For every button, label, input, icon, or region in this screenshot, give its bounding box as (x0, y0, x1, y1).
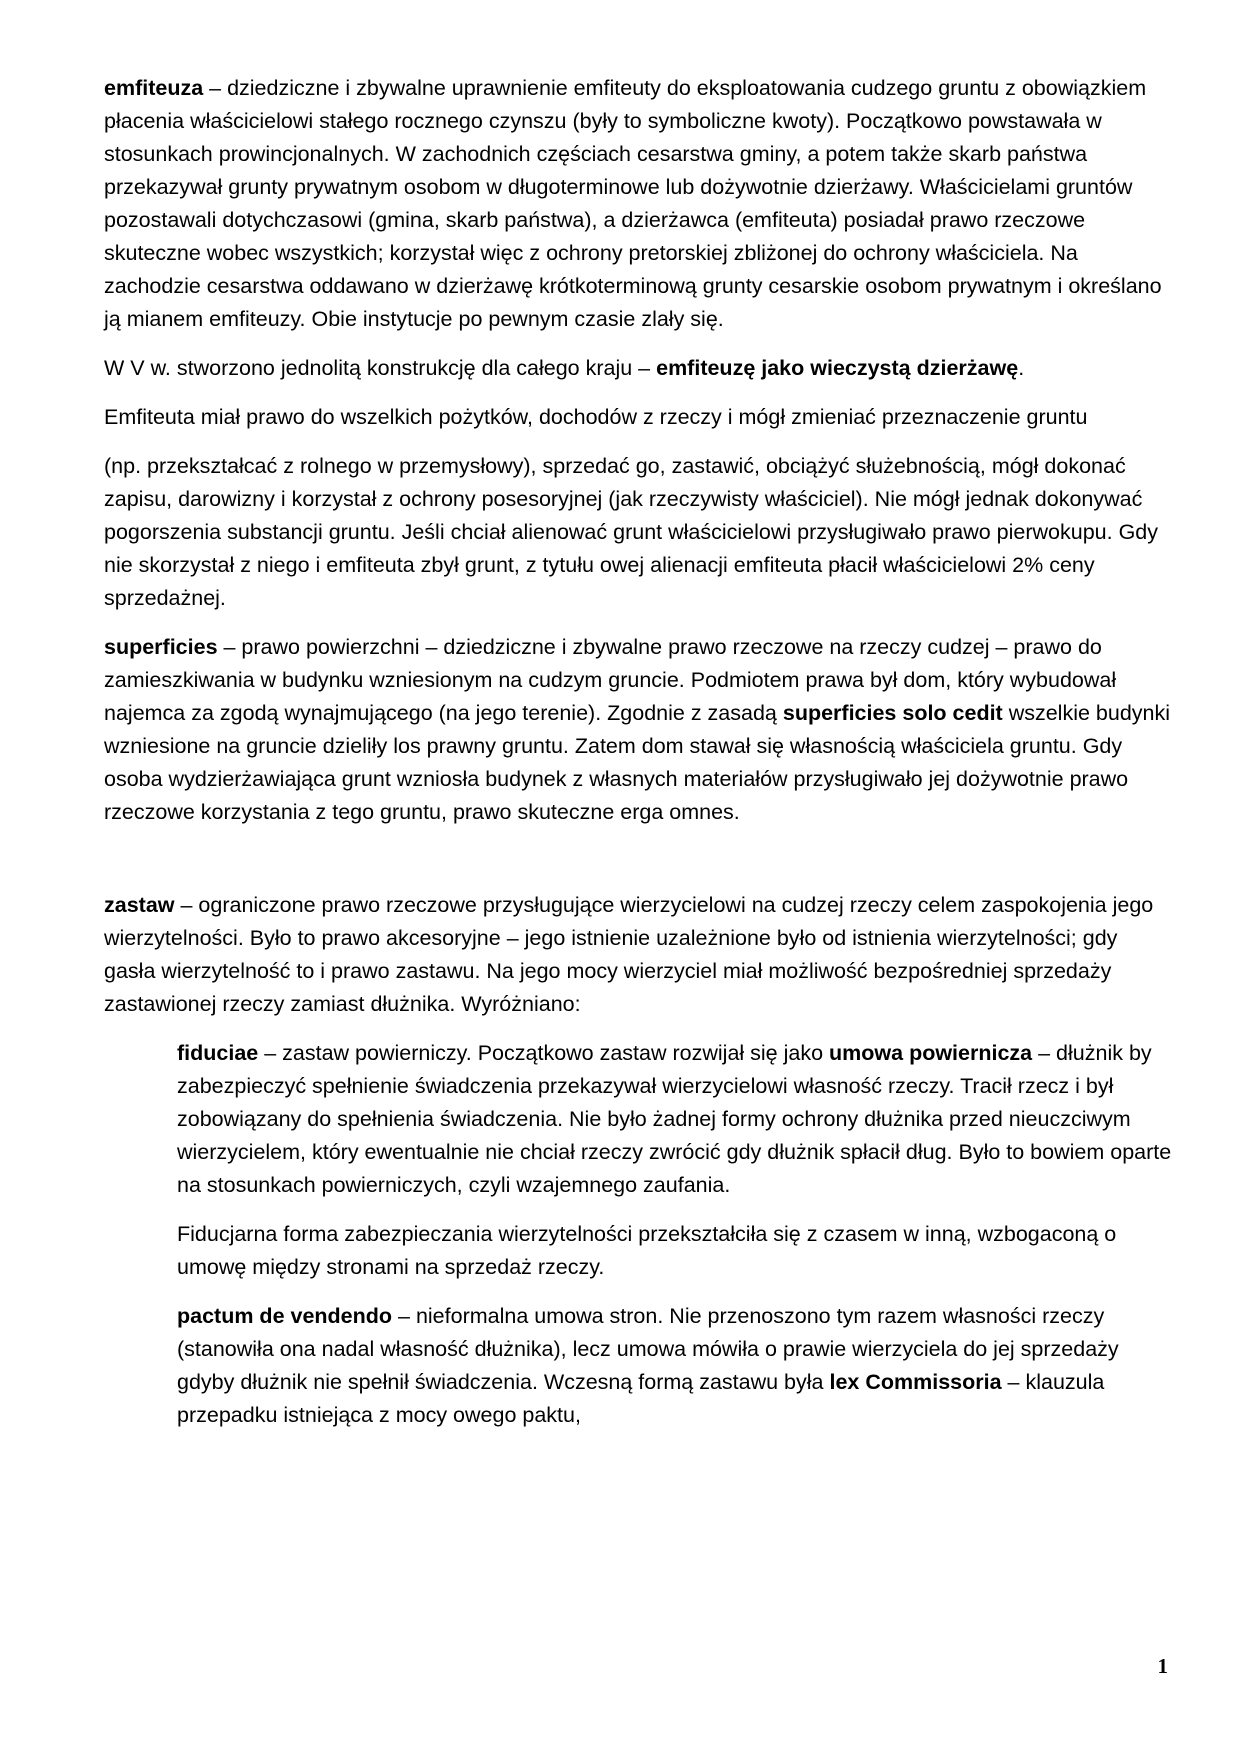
paragraph-text: – dłużnik by zabezpieczyć spełnienie świadczenia przekazywał wierzycielowi własność rzeczy. Tracił rzecz i był zobowiązany do spełnienia świadczenia. Nie było żadnej formy ochrony dłużnika przed nieuczciwym wierzycielem, który ewentualnie nie chciał rzeczy zwrócić gdy dłużnik spłacił dług. Było to bowiem oparte na stosunkach powierniczych, czyli wzajemnego zaufania. (177, 1041, 1172, 1197)
paragraph-emfiteuta-prawa (104, 401, 1174, 434)
paragraph-text: – dziedziczne i zbywalne uprawnienie emfiteuty do eksploatowania cudzego gruntu z obowiązkiem płacenia właścicielowi stałego rocznego czynszu (były to symboliczne kwoty). Początkowo powstawała w stosunkach prowincjonalnych. W zachodnich częściach cesarstwa gminy, a potem także skarb państwa przekazywał grunty prywatnym osobom w długoterminowe lub dożywotnie dzierżawy. Właścicielami gruntów pozostawali dotychczasowi (gmina, skarb państwa), a dzierżawca (emfiteuta) posiadał prawo rzeczowe skuteczne wobec wszystkich; korzystał więc z ochrony pretorskiej zbliżonej do ochrony właściciela. Na zachodzie cesarstwa oddawano w dzierżawę krótkoterminową grunty cesarskie osobom prywatnym i określano ją mianem emfiteuzy. Obie instytucje po pewnym czasie zlały się. (104, 76, 1162, 331)
paragraph-text: – zastaw powierniczy. Początkowo zastaw rozwijał się jako (258, 1041, 830, 1065)
term-fiduciae: fiduciae (177, 1041, 259, 1065)
bold-phrase: umowa powiernicza (829, 1041, 1033, 1065)
paragraph-emfiteuza (104, 72, 1174, 336)
paragraph-text: – ograniczone prawo rzeczowe przysługujące wierzycielowi na cudzej rzeczy celem zaspokojenia jego wierzytelności. Było to prawo akcesoryjne – jego istnienie uzależnione było od istnienia wierzytelności; gdy gasła wierzytelność to i prawo zastawu. Na jego mocy wierzyciel miał możliwość bezpośredniej sprzedaży zastawionej rzeczy zamiast dłużnika. Wyróżniano: (104, 893, 1154, 1016)
paragraph-zastaw (104, 889, 1174, 1021)
term-emfiteuza: emfiteuza (104, 76, 204, 100)
paragraph-wieczysta-dzierzawa (104, 352, 1174, 385)
paragraph-emfiteuta-uprawnienia (104, 450, 1174, 615)
paragraph-text: Emfiteuta miał prawo do wszelkich pożytków, dochodów z rzeczy i mógł zmieniać przeznaczenie gruntu (104, 405, 1088, 429)
paragraph-end: . (1018, 356, 1025, 380)
paragraph-text: wszelkie budynki wzniesione na gruncie dzieliły los prawny gruntu. Zatem dom stawał się własnością właściciela gruntu. Gdy osoba wydzierżawiająca grunt wzniosła budynek z własnych materiałów przysługiwało jej dożywotnie prawo rzeczowe korzystania z tego gruntu, prawo skuteczne erga omnes. (104, 701, 1171, 824)
bold-phrase: lex Commissoria (829, 1370, 1002, 1394)
paragraph-text: Fiducjarna forma zabezpieczania wierzytelności przekształciła się z czasem w inną, wzbogaconą o umowę między stronami na sprzedaż rzeczy. (177, 1222, 1117, 1279)
document-page (104, 72, 1174, 1448)
paragraph-text: – klauzula przepadku istniejąca z mocy owego paktu, (177, 1370, 1105, 1427)
paragraph-superficies (104, 631, 1174, 829)
term-superficies: superficies (104, 635, 218, 659)
bold-phrase: superficies solo cedit (782, 701, 1003, 725)
paragraph-text: W V w. stworzono jednolitą konstrukcję dla całego kraju – (104, 356, 657, 380)
paragraph-text: – prawo powierzchni – dziedziczne i zbywalne prawo rzeczowe na rzeczy cudzej – prawo do zamieszkiwania w budynku wzniesionym na cudzym gruncie. Podmiotem prawa był dom, który wybudował najemca za zgodą wynajmującego (na jego terenie). Zgodnie z zasadą (104, 635, 1117, 725)
term-zastaw: zastaw (104, 893, 175, 917)
term-pactum-de-vendendo: pactum de vendendo (177, 1304, 393, 1328)
paragraph-text: – nieformalna umowa stron. Nie przenoszono tym razem własności rzeczy (stanowiła ona nadal własność dłużnika), lecz umowa mówiła o prawie wierzyciela do jej sprzedaży gdyby dłużnik nie spełnił świadczenia. Wczesną formą zastawu była (177, 1304, 1119, 1394)
paragraph-text: (np. przekształcać z rolnego w przemysłowy), sprzedać go, zastawić, obciążyć służebnością, mógł dokonać zapisu, darowizny i korzystał z ochrony posesoryjnej (jak rzeczywisty właściciel). Nie mógł jednak dokonywać pogorszenia substancji gruntu. Jeśli chciał alienować grunt właścicielowi przysługiwało prawo pierwokupu. Gdy nie skorzystał z niego i emfiteuta zbył grunt, z tytułu owej alienacji emfiteuta płacił właścicielowi 2% ceny sprzedażnej. (104, 454, 1159, 610)
paragraph-fiduciae (177, 1037, 1174, 1202)
page-number: 1 (1157, 1654, 1168, 1678)
bold-phrase: emfiteuzę jako wieczystą dzierżawę (656, 356, 1019, 380)
paragraph-pactum-de-vendendo (177, 1300, 1174, 1432)
paragraph-fiducjarna-forma (177, 1218, 1174, 1284)
